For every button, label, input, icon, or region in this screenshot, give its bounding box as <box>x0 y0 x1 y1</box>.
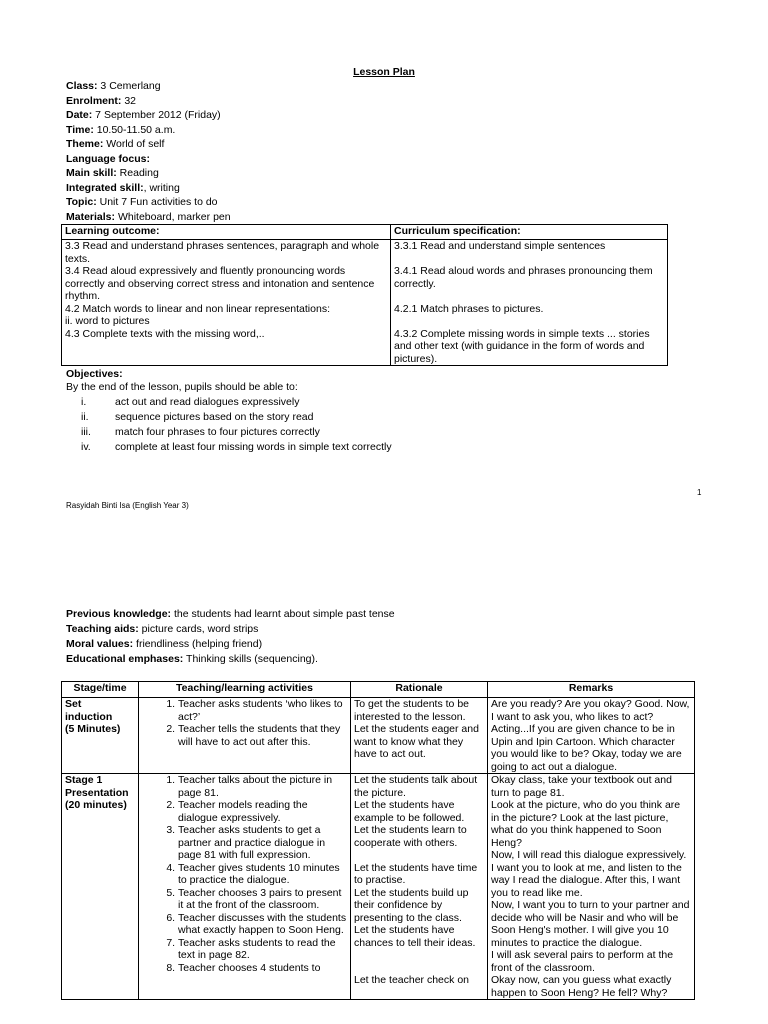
activity-item: 1. Teacher talks about the picture in page 81. <box>178 774 347 799</box>
objectives-section <box>66 368 392 456</box>
activity-item: 3. Teacher asks students to get a partner and practice dialogue in page 81 with full expression. <box>178 824 347 862</box>
info-theme: Theme: World of self <box>66 138 165 150</box>
info-moral-values: Moral values: friendliness (helping friend) <box>66 638 263 650</box>
info-topic: Topic: Unit 7 Fun activities to do <box>66 196 218 208</box>
curriculum-item: 3.3.1 Read and understand simple sentences <box>394 240 606 252</box>
activity-item: 5. Teacher chooses 3 pairs to present it at the front of the classroom. <box>178 887 347 912</box>
info-class: Class: 3 Cemerlang <box>66 80 161 92</box>
activities-header: Teaching/learning activities <box>139 682 351 698</box>
info-integrated-skill: Integrated skill:, writing <box>66 181 180 194</box>
page-title: Lesson Plan <box>353 66 415 78</box>
activities-cell <box>139 774 351 1000</box>
info-time: Time: 10.50-11.50 a.m. <box>66 123 176 136</box>
remarks-header: Remarks <box>488 682 695 698</box>
info-date: Date: 7 September 2012 (Friday) <box>66 109 221 121</box>
stage-cell: Set induction (5 Minutes) <box>62 698 139 774</box>
outcome-item: 3.3 Read and understand phrases sentences, paragraph and whole texts. <box>65 240 380 265</box>
learning-outcome-cell <box>62 240 391 366</box>
table-row <box>62 698 695 774</box>
info-previous-knowledge: Previous knowledge: the students had learnt about simple past tense <box>66 608 395 620</box>
info-materials: Materials: Whiteboard, marker pen <box>66 210 231 223</box>
curriculum-cell <box>391 240 668 366</box>
objective-item: iv. complete at least four missing words in simple text correctly <box>81 441 392 453</box>
outcome-item: 4.2 Match words to linear and non linear representations: <box>65 302 330 315</box>
info-main-skill: Main skill: Reading <box>66 167 159 179</box>
objective-item: i. act out and read dialogues expressively <box>81 396 300 408</box>
lesson-info <box>66 80 231 225</box>
activities-table <box>61 681 695 1000</box>
stage-time-header: Stage/time <box>62 682 139 698</box>
outcome-item: 3.4 Read aloud expressively and fluently pronouncing words correctly and observing correct stress and intonation and sentence rhythm. <box>65 265 375 302</box>
curriculum-header: Curriculum specification: <box>391 225 668 240</box>
activity-item: 6. Teacher discusses with the students what exactly happen to Soon Heng. <box>178 912 347 937</box>
outcome-item: ii. word to pictures <box>65 315 150 327</box>
activity-item: 1. Teacher asks students ‘who likes to act?’ <box>178 698 347 723</box>
curriculum-item: 4.3.2 Complete missing words in simple texts ... stories and other text (with guidance in the form of words and pictures). <box>394 327 650 365</box>
info-teaching-aids: Teaching aids: picture cards, word strips <box>66 623 259 635</box>
curriculum-item: 3.4.1 Read aloud words and phrases pronouncing them correctly. <box>394 265 653 290</box>
rationale-cell: Let the students talk about the picture. Let the students have example to be followed. Let the students learn to cooperate with others. Let the students have time to practise. Let the students build up their confidence by presenting to the class. Let the students have chances to tell their ideas. Let the teacher check on <box>351 774 488 1000</box>
table-row <box>62 774 695 1000</box>
activity-item: 4. Teacher gives students 10 minutes to practice the dialogue. <box>178 862 347 887</box>
footer-author: Rasyidah Binti Isa (English Year 3) <box>66 501 189 510</box>
activity-item: 7. Teacher asks students to read the text in page 82. <box>178 937 347 962</box>
rationale-header: Rationale <box>351 682 488 698</box>
activity-item: 2. Teacher tells the students that they will have to act out after this. <box>178 723 347 748</box>
info-educational-emphases: Educational emphases: Thinking skills (sequencing). <box>66 653 318 665</box>
objectives-intro: By the end of the lesson, pupils should be able to: <box>66 381 298 393</box>
activity-item: 8. Teacher chooses 4 students to <box>178 962 347 975</box>
info-language-focus: Language focus: <box>66 152 151 165</box>
rationale-cell: To get the students to be interested to the lesson. Let the students eager and want to know what they have to act out. <box>351 698 488 774</box>
info-enrolment: Enrolment: 32 <box>66 94 137 107</box>
page-number: 1 <box>697 488 702 497</box>
objectives-title: Objectives: <box>66 368 123 380</box>
objective-item: iii. match four phrases to four pictures correctly <box>81 426 320 438</box>
objectives-list <box>66 396 392 456</box>
learning-outcome-header: Learning outcome: <box>62 225 391 240</box>
outcomes-table-header <box>62 225 668 240</box>
remarks-cell: Okay class, take your textbook out and turn to page 81. Look at the picture, who do you think are in the picture? Look at the last picture, what do you think happened to Soon Heng? Now, I will read this dialogue expressively. I want you to look at me, and listen to the way I read the dialogue. After this, I want you to read like me. Now, I want you to turn to your partner and decide who will be Nasir and who will be Soon Heng's mother. I will give you 10 minutes to practice the dialogue. I will ask several pairs to perform at the front of the classroom. Okay now, can you guess what exactly happen to Soon Heng? He fell? Why? <box>488 774 695 1000</box>
outcomes-table-row <box>62 240 668 366</box>
stage-cell: Stage 1 Presentation (20 minutes) <box>62 774 139 1000</box>
activities-table-header <box>62 682 695 698</box>
objective-item: ii. sequence pictures based on the story read <box>81 411 314 423</box>
outcome-item: 4.3 Complete texts with the missing word,.. <box>65 327 265 340</box>
lesson-details <box>66 608 395 668</box>
activities-cell <box>139 698 351 774</box>
activity-item: 2. Teacher models reading the dialogue expressively. <box>178 799 347 824</box>
remarks-cell: Are you ready? Are you okay? Good. Now, I want to ask you, who likes to act? Acting...If you are given chance to be in Upin and Ipin Cartoon. Which character you would like to be? Okay, today we are going to act out a dialogue. <box>488 698 695 774</box>
outcomes-table <box>61 224 668 366</box>
curriculum-item: 4.2.1 Match phrases to pictures. <box>394 302 544 315</box>
